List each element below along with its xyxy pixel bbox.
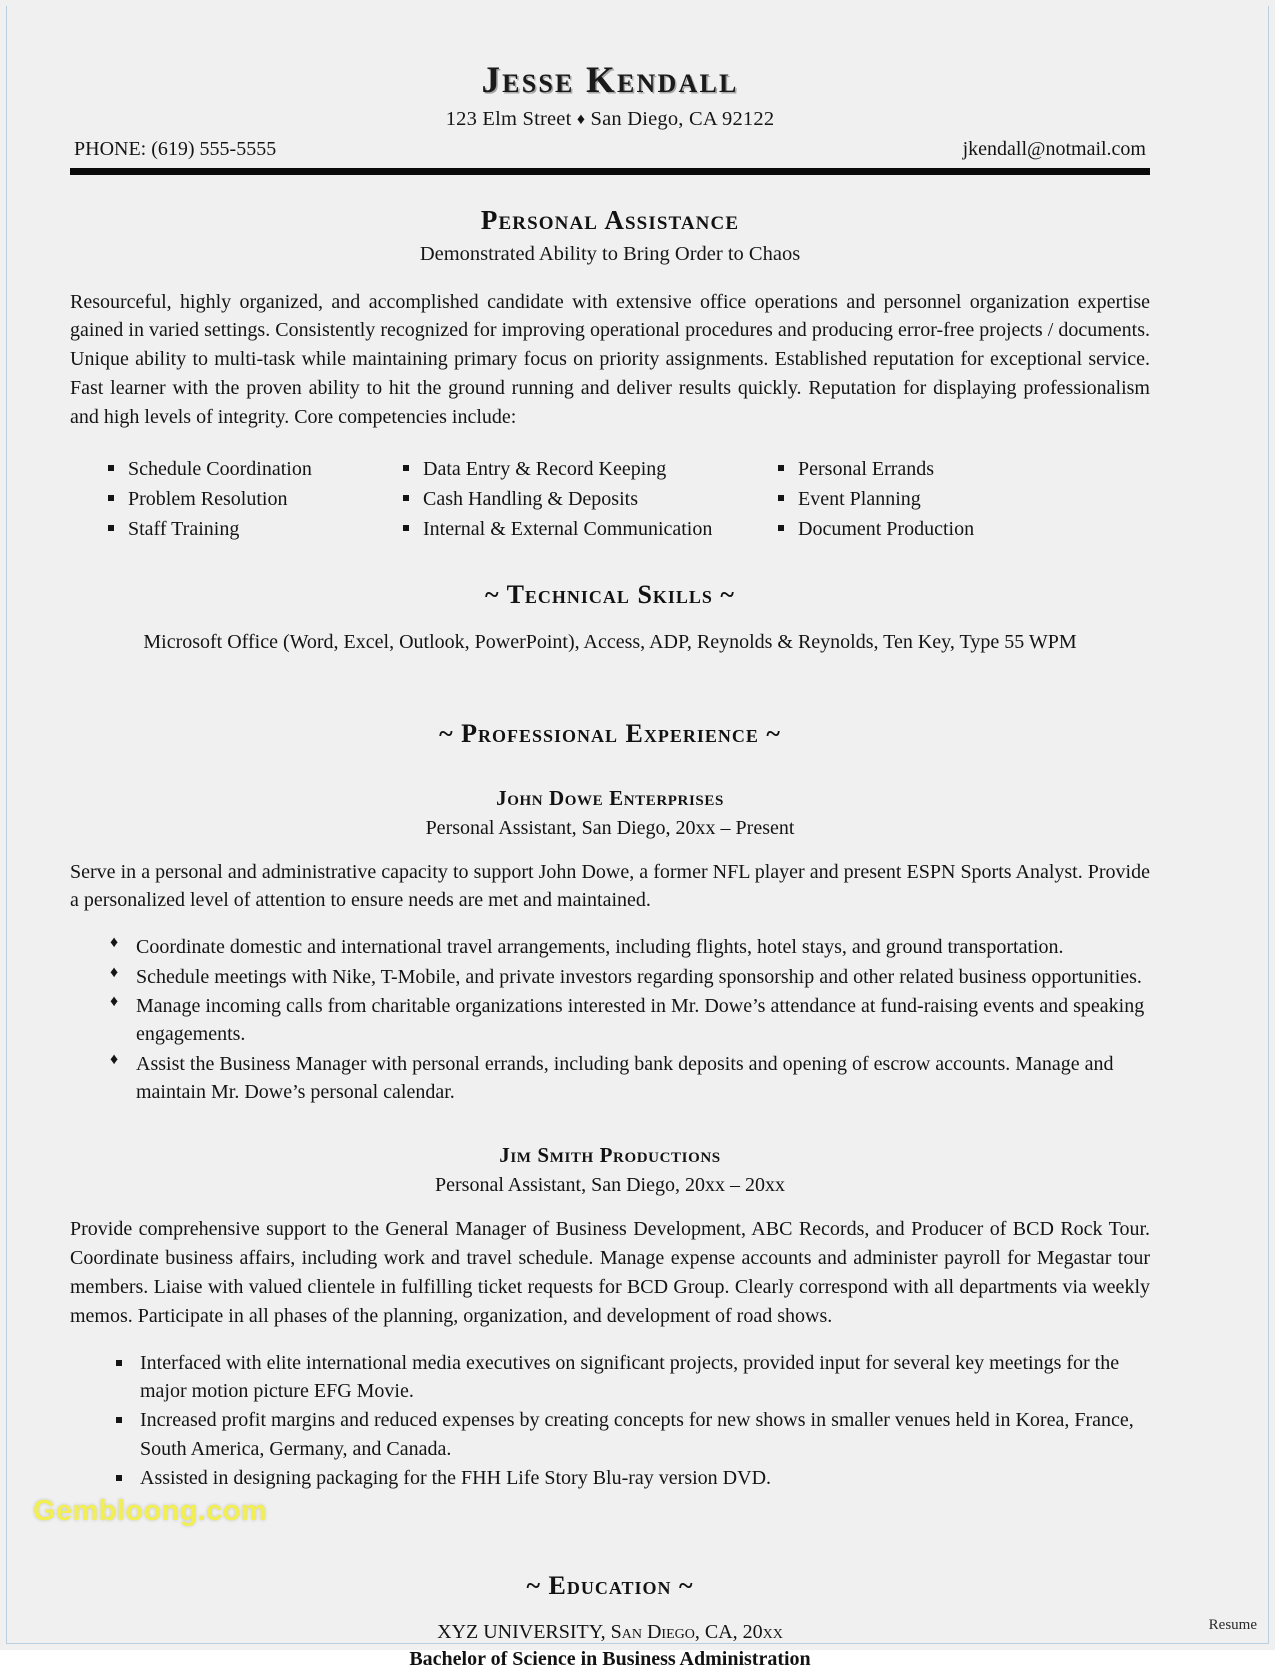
candidate-name: Jesse Kendall (481, 60, 739, 101)
tagline: Demonstrated Ability to Bring Order to Chaos (419, 242, 801, 265)
list-item: ♦ Assist the Business Manager with personal errands, including bank deposits and opening of escrow accounts. Manage and maintain Mr. Dowe’s personal calendar. (106, 1050, 1150, 1107)
square-bullet-icon (108, 495, 114, 501)
competency-label: Data Entry & Record Keeping (423, 457, 667, 480)
competency-label: Document Production (798, 517, 975, 540)
list-item: Assisted in designing packaging for the FHH Life Story Blu-ray version DVD. (110, 1464, 1150, 1492)
job-bullet-list (70, 1349, 1150, 1493)
square-bullet-icon (778, 495, 784, 501)
resume-content (70, 60, 1150, 1671)
contact-row (70, 138, 1150, 165)
company-name: John Dowe Enterprises (496, 785, 724, 810)
email-text[interactable]: jkendall@notmail.com (962, 137, 1146, 160)
technical-skills-body: Microsoft Office (Word, Excel, Outlook, PowerPoint), Access, ADP, Reynolds & Reynolds, Ten Key, Type 55 WPM (143, 630, 1077, 653)
watermark-logo: Gembloong.com (33, 1495, 267, 1527)
education-degree: Bachelor of Science in Business Administration (409, 1647, 811, 1670)
page-border-left (6, 6, 7, 1644)
square-bullet-icon (403, 465, 409, 471)
core-competencies-grid (70, 455, 1150, 543)
competency-item (106, 515, 401, 543)
company-name: Jim Smith Productions (499, 1143, 721, 1168)
section-heading-technical-skills: ~ Technical Skills ~ (485, 579, 735, 609)
list-item: ♦ Manage incoming calls from charitable organizations interested in Mr. Dowe’s attendance at fund-raising events and speaking engagements. (106, 992, 1150, 1049)
section-heading-education: ~ Education ~ (526, 1570, 694, 1600)
experience-entry (70, 786, 1150, 1107)
competency-label: Internal & External Communication (423, 517, 713, 540)
job-role-line: Personal Assistant, San Diego, 20xx – Present (425, 816, 795, 839)
competency-label: Cash Handling & Deposits (423, 487, 638, 510)
competency-item (106, 485, 401, 513)
square-bullet-icon (403, 495, 409, 501)
square-bullet-icon (108, 465, 114, 471)
page-border-right (1268, 6, 1269, 1644)
job-description: Serve in a personal and administrative capacity to support John Dowe, a former NFL player and present ESPN Sports Analyst. Provide a personalized level of attention to ensure needs are met and maintained. (70, 860, 1150, 912)
competency-item (401, 455, 776, 483)
summary-paragraph: Resourceful, highly organized, and accomplished candidate with extensive office operations and personnel organization expertise gained in varied settings. Consistently recognized for improving operational procedures and producing error-free projects / documents. Unique ability to multi-task while maintaining primary focus on priority assignments. Established reputation for exceptional service. Fast learner with the proven ability to hit the ground running and deliver results quickly. Reputation for displaying professionalism and high levels of integrity. Core competencies include: (70, 290, 1150, 428)
page-title: Personal Assistance (480, 204, 740, 235)
job-description: Provide comprehensive support to the General Manager of Business Development, ABC Records, and Producer of BCD Rock Tour. Coordinate business affairs, including work and travel schedule. Manage expense accounts and administer payroll for Megastar tour members. Liaise with valued clientele in fulfilling ticket requests for BCD Group. Clearly correspond with all departments via weekly memos. Participate in all phases of the planning, organization, and development of road shows. (70, 1218, 1150, 1327)
square-bullet-icon (778, 525, 784, 531)
competency-label: Staff Training (128, 517, 240, 540)
competency-item (106, 455, 401, 483)
competency-item (776, 455, 1150, 483)
list-item: ♦ Schedule meetings with Nike, T-Mobile, and private investors regarding sponsorship and other related business opportunities. (106, 963, 1150, 991)
list-item: ♦ Coordinate domestic and international travel arrangements, including flights, hotel stays, and ground transportation. (106, 933, 1150, 961)
competency-label: Event Planning (798, 487, 921, 510)
square-bullet-icon (108, 525, 114, 531)
competency-item (401, 515, 776, 543)
competency-label: Problem Resolution (128, 487, 288, 510)
list-item: Increased profit margins and reduced expenses by creating concepts for new shows in smaller venues held in Korea, France, South America, Germany, and Canada. (110, 1406, 1150, 1463)
header-divider-rule (70, 168, 1150, 175)
square-bullet-icon (403, 525, 409, 531)
section-heading-professional-experience: ~ Professional Experience ~ (439, 718, 781, 748)
job-role-line: Personal Assistant, San Diego, 20xx – 20xx (435, 1174, 785, 1197)
list-item: Interfaced with elite international media executives on significant projects, provided input for several key meetings for the major motion picture EFG Movie. (110, 1349, 1150, 1406)
competency-label: Schedule Coordination (128, 457, 312, 480)
experience-entry (70, 1143, 1150, 1492)
candidate-address (70, 108, 1150, 131)
address-city-state-zip: San Diego, CA 92122 (590, 107, 775, 130)
job-bullet-list (70, 933, 1150, 1106)
footer-label: Resume (1208, 1617, 1257, 1633)
education-school: XYZ UNIVERSITY, San Diego, CA, 20xx (437, 1620, 783, 1643)
phone-text: PHONE: (619) 555-5555 (74, 137, 277, 160)
competency-label: Personal Errands (798, 457, 935, 480)
diamond-separator-icon: ♦ (576, 110, 586, 128)
square-bullet-icon (778, 465, 784, 471)
competency-item (776, 485, 1150, 513)
competency-item (776, 515, 1150, 543)
address-street: 123 Elm Street (445, 107, 572, 130)
competency-item (401, 485, 776, 513)
resume-header (70, 60, 1150, 175)
